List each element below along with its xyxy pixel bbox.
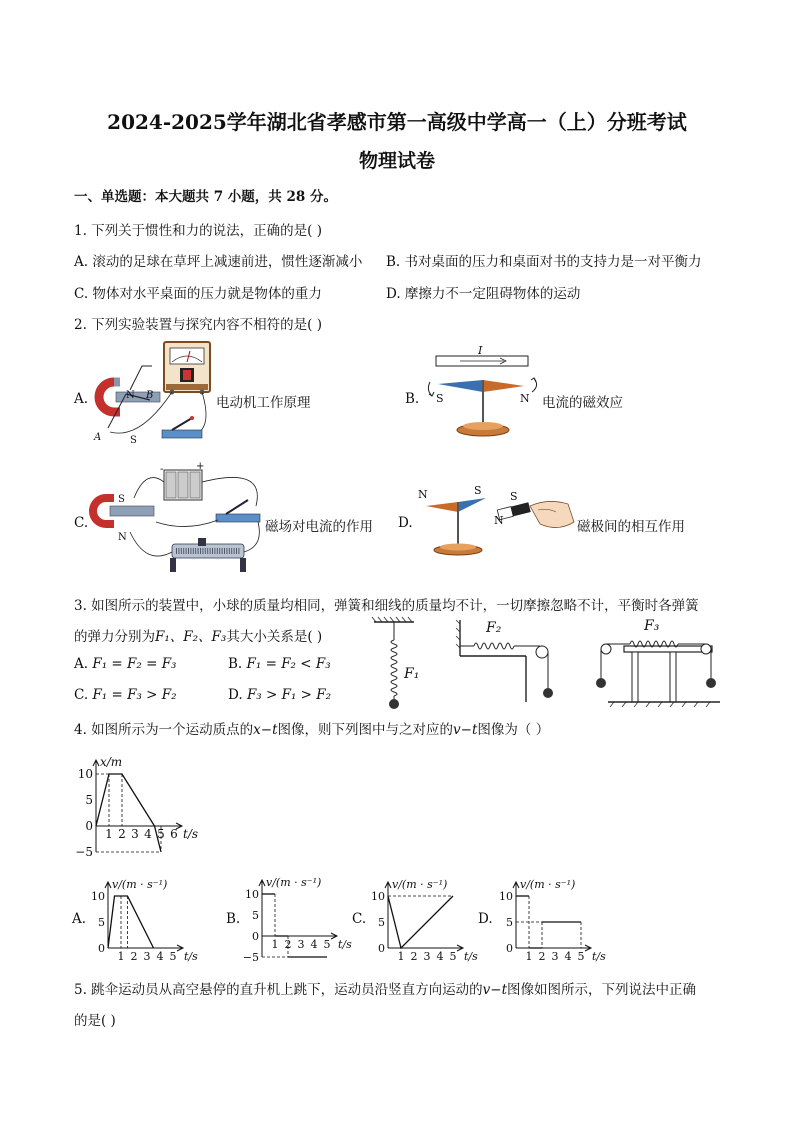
x-tick-label: 1 [397, 950, 405, 963]
x-tick-label: 3 [143, 950, 151, 963]
fig-c-minus-label: - [160, 464, 164, 475]
x-axis-label: t/s [338, 938, 352, 951]
q2-option-b-text: 电流的磁效应 [542, 395, 623, 411]
figure-oersted-apparatus [424, 344, 544, 444]
q3-a-expr: F₁ = F₂ = F₃ [92, 656, 177, 672]
q5-line1 [74, 978, 696, 998]
q3-option-b [228, 656, 331, 672]
fig-c-s-label: S [118, 494, 125, 505]
y-tick-label: 5 [85, 793, 93, 807]
q4-stem [74, 718, 549, 738]
x-tick-label: 5 [323, 938, 331, 951]
x-tick-label: 5 [577, 950, 585, 963]
x-axis-label: t/s [184, 950, 198, 963]
y-axis-label: x/m [100, 755, 123, 769]
q5-line1-var: v−t [482, 982, 508, 998]
x-tick-label: 2 [538, 950, 546, 963]
figure-motor-apparatus [80, 340, 220, 448]
x-tick-label: 5 [449, 950, 457, 963]
q2-stem: 2. 下列实验装置与探究内容不相符的是( ) [74, 317, 322, 333]
fig-a-n-label: N [126, 390, 135, 401]
q4-option-c-label: C. [352, 911, 367, 927]
q4-stem-pre: 4. 如图所示为一个运动质点的 [74, 722, 254, 738]
y-tick-label: 10 [499, 890, 513, 903]
fig-f1-label: F₁ [404, 666, 420, 682]
figure-current-force-apparatus [86, 462, 266, 580]
x-tick-label: 2 [130, 950, 138, 963]
q3-b-expr: F₁ = F₂ < F₃ [246, 656, 331, 672]
x-tick-label: 4 [156, 950, 164, 963]
y-tick-label: 5 [378, 916, 385, 929]
y-axis-label: v/(m · s⁻¹) [112, 878, 168, 891]
y-tick-label: 0 [252, 930, 259, 943]
q2-option-c-label: C. [74, 515, 89, 531]
q3-d-expr: F₃ > F₁ > F₂ [246, 687, 332, 703]
fig-b-s-label: S [436, 392, 444, 405]
fig-a-b-label: B [146, 390, 154, 401]
x-tick-label: 1 [105, 827, 113, 841]
q4-stem-mid: 图像，则下列图中与之对应的 [277, 722, 454, 738]
figure-magnet-poles-apparatus [418, 484, 578, 564]
x-axis-label: t/s [464, 950, 478, 963]
x-tick-label: 4 [436, 950, 444, 963]
x-tick-label: 4 [144, 827, 152, 841]
y-tick-label: 0 [85, 819, 93, 833]
vt-chart-d [494, 872, 604, 964]
y-axis-label: v/(m · s⁻¹) [520, 878, 576, 891]
vt-a-series-line [108, 896, 154, 948]
y-tick-label: 10 [91, 890, 105, 903]
q1-option-c: C. 物体对水平桌面的压力就是物体的重力 [74, 286, 322, 302]
y-tick-label: 0 [506, 942, 513, 955]
y-tick-label: 10 [245, 888, 259, 901]
fig-f2-label: F₂ [486, 620, 502, 636]
q3-d-label: D. [228, 687, 243, 703]
y-tick-label: 5 [252, 909, 259, 922]
q3-stem-vars: F₁、F₂、F₃ [155, 629, 227, 645]
q1-stem: 1. 下列关于惯性和力的说法，正确的是( ) [74, 223, 322, 239]
q1-option-b: B. 书对桌面的压力和桌面对书的支持力是一对平衡力 [386, 254, 702, 270]
y-axis-label: v/(m · s⁻¹) [266, 876, 322, 889]
q5-line2: 的是( ) [74, 1013, 116, 1029]
x-tick-label: 2 [284, 938, 292, 951]
q3-option-a [74, 656, 176, 672]
fig-d-magnet-n-label: N [494, 514, 504, 527]
q2-option-a-text: 电动机工作原理 [216, 395, 311, 411]
fig-a-a-label: A [94, 432, 102, 443]
xt-chart [70, 752, 210, 859]
vt-chart-c [366, 872, 476, 964]
q2-option-b-label: B. [405, 391, 420, 407]
y-tick-label: 5 [98, 916, 105, 929]
x-tick-label: 2 [410, 950, 418, 963]
q2-option-d-label: D. [398, 515, 413, 531]
x-tick-label: 5 [169, 950, 177, 963]
vt-chart-b [240, 870, 350, 970]
y-tick-label: 0 [378, 942, 385, 955]
fig-d-s-label: S [474, 484, 482, 497]
q1-option-a: A. 滚动的足球在草坪上减速前进，惯性逐渐减小 [74, 254, 363, 270]
figure-spring-setups [370, 616, 726, 710]
q5-line1-pre: 5. 跳伞运动员从高空悬停的直升机上跳下，运动员沿竖直方向运动的 [74, 982, 483, 998]
x-tick-label: 4 [564, 950, 572, 963]
q4-stem-var1: x−t [253, 722, 278, 738]
x-tick-label: 6 [170, 827, 178, 841]
y-tick-label: −5 [75, 845, 93, 859]
q3-c-expr: F₁ = F₃ > F₂ [92, 687, 177, 703]
x-axis-label: t/s [183, 827, 199, 841]
x-tick-label: 1 [271, 938, 279, 951]
vt-c-series-line [388, 896, 453, 948]
q5-line1-post: 图像如图所示，下列说法中正确 [507, 982, 697, 998]
section-heading: 一、单选题：本大题共 7 小题，共 28 分。 [74, 189, 337, 205]
q4-stem-post: 图像为（ ） [477, 722, 550, 738]
y-tick-label: −5 [242, 951, 259, 964]
x-tick-label: 1 [525, 950, 533, 963]
q3-stem-line2 [74, 625, 322, 645]
y-tick-label: 10 [77, 767, 93, 781]
y-tick-label: 5 [506, 916, 513, 929]
q2-option-a-label: A. [74, 391, 89, 407]
x-axis-label: t/s [592, 950, 606, 963]
x-tick-label: 3 [551, 950, 559, 963]
q1-option-d: D. 摩擦力不一定阻碍物体的运动 [386, 286, 581, 302]
x-tick-label: 2 [118, 827, 126, 841]
fig-c-n-label: N [118, 532, 127, 543]
y-tick-label: 10 [371, 890, 385, 903]
q3-c-label: C. [74, 687, 89, 703]
exam-title: 2024-2025学年湖北省孝感市第一高级中学高一（上）分班考试 [107, 110, 687, 134]
fig-d-n-label: N [418, 488, 428, 501]
exam-subtitle: 物理试卷 [358, 150, 435, 172]
q2-option-d-text: 磁极间的相互作用 [577, 519, 685, 535]
q4-stem-var2: v−t [453, 722, 478, 738]
q4-option-a-label: A. [72, 911, 87, 927]
q2-option-c-text: 磁场对电流的作用 [265, 519, 373, 535]
fig-f3-label: F₃ [644, 618, 660, 634]
q3-a-label: A. [74, 656, 89, 672]
q3-option-d [228, 687, 331, 703]
x-tick-label: 4 [310, 938, 318, 951]
x-tick-label: 5 [157, 827, 165, 841]
fig-b-n-label: N [520, 392, 530, 405]
q3-stem-pre: 的弹力分别为 [74, 629, 155, 645]
x-tick-label: 3 [131, 827, 139, 841]
q4-option-b-label: B. [226, 911, 241, 927]
q3-option-c [74, 687, 177, 703]
x-tick-label: 1 [117, 950, 125, 963]
q3-stem-line1: 3. 如图所示的装置中，小球的质量均相同，弹簧和细线的质量均不计，一切摩擦忽略不计，平衡时各弹簧 [74, 598, 699, 614]
x-tick-label: 3 [297, 938, 305, 951]
fig-a-s-label: S [130, 435, 137, 446]
fig-d-magnet-s-label: S [510, 490, 518, 503]
q3-b-label: B. [228, 656, 243, 672]
vt-chart-a [86, 872, 196, 964]
x-tick-label: 3 [423, 950, 431, 963]
q3-stem-post: 其大小关系是( ) [226, 629, 323, 645]
q4-option-d-label: D. [478, 911, 493, 927]
y-axis-label: v/(m · s⁻¹) [392, 878, 448, 891]
fig-b-current-label: I [478, 344, 483, 357]
y-tick-label: 0 [98, 942, 105, 955]
fig-c-plus-label: + [196, 461, 205, 472]
